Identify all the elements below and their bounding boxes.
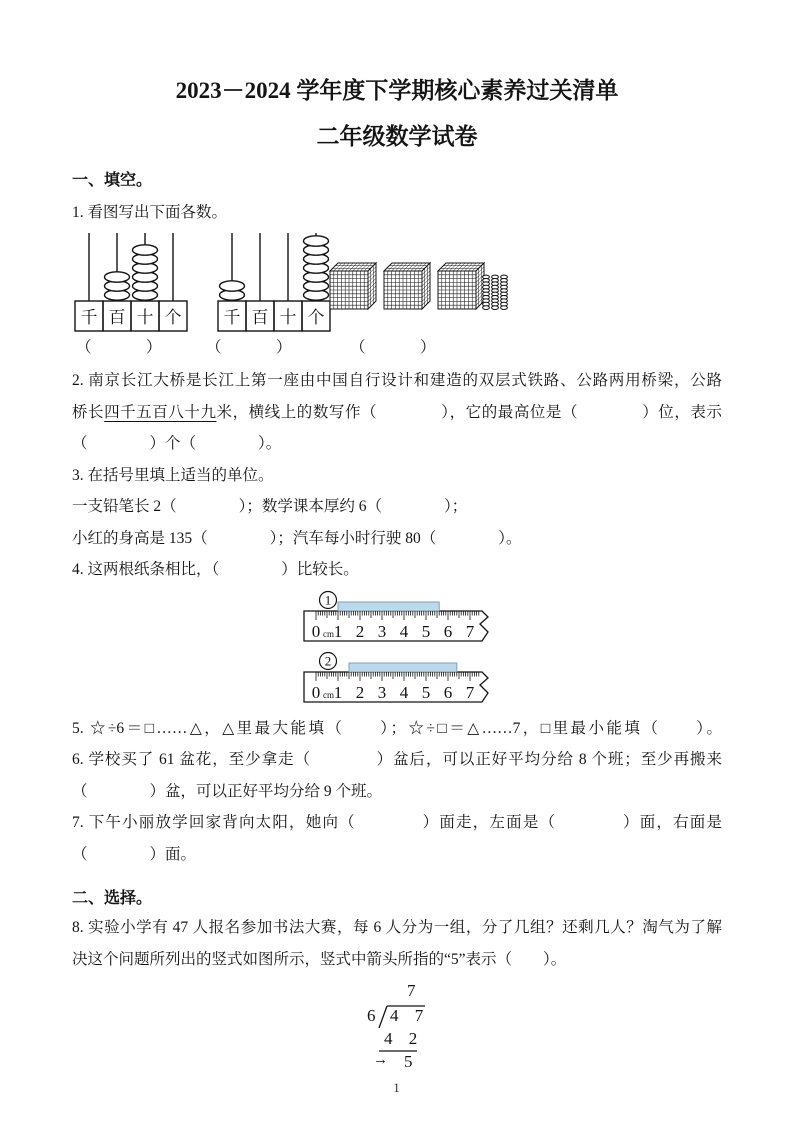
division-subtracted: 4 2 — [384, 1029, 424, 1048]
abacus-figure-2 — [215, 229, 333, 333]
question-8-line1: 8. 实验小学有 47 人报名参加书法大赛，每 6 人分为一组，分了几组？还剩几人？淘气为了解 — [72, 919, 722, 936]
ruler-figure-2 — [302, 650, 498, 704]
division-arrow-icon: → — [373, 1052, 388, 1068]
base-ten-blocks-figure — [328, 251, 514, 331]
question-6-line1: 6. 学校买了 61 盆花，至少拿走（ ）盆后，可以正好平均分给 8 个班；至少再搬来 — [72, 751, 722, 768]
abacus-figure-1 — [72, 229, 190, 333]
division-remainder: 5 — [404, 1052, 413, 1071]
question-3-line2: 小红的身高是 135（ ）；汽车每小时行驶 80（ ）。 — [72, 529, 522, 547]
svg-text:2: 2 — [355, 621, 365, 641]
svg-text:4: 4 — [399, 621, 409, 641]
question-8-line2: 决这个问题所列出的竖式如图所示，竖式中箭头所指的“5”表示（ ）。 — [72, 950, 567, 968]
svg-text:2: 2 — [355, 682, 365, 702]
svg-text:5: 5 — [421, 682, 431, 702]
svg-text:百: 百 — [251, 308, 269, 327]
svg-text:3: 3 — [377, 682, 387, 702]
question-1-figures — [72, 229, 722, 335]
svg-text:1: 1 — [324, 592, 332, 607]
svg-text:7: 7 — [465, 621, 475, 641]
question-3-line1: 一支铅笔长 2（ ）；数学课本厚约 6（ ）； — [72, 498, 468, 515]
svg-text:2: 2 — [324, 653, 332, 668]
q2-underlined-number: 四千五百八十九 — [104, 403, 217, 421]
svg-text:4: 4 — [399, 682, 409, 702]
svg-text:cm: cm — [323, 628, 334, 639]
page-number: 1 — [393, 1080, 400, 1095]
q2-text: 桥长 — [72, 403, 105, 421]
svg-text:3: 3 — [377, 621, 387, 641]
question-2-line1: 2. 南京长江大桥是长江上第一座由中国自行设计和建造的双层式铁路、公路两用桥梁，公路 — [72, 372, 722, 389]
question-3-stem: 3. 在括号里填上适当的单位。 — [72, 466, 274, 484]
question-1-stem: 1. 看图写出下面各数。 — [72, 204, 228, 221]
division-divisor: 6 — [367, 1006, 376, 1025]
svg-text:个: 个 — [164, 308, 182, 327]
question-6-line2: （ ）盆，可以正好平均分给 9 个班。 — [72, 782, 383, 800]
division-quotient: 7 — [407, 981, 416, 1000]
answer-blank: （ ） — [206, 339, 294, 356]
question-4-ruler-figures — [302, 589, 722, 709]
q2-text: 米，横线上的数写作（ ），它的最高位是（ ）位，表示 — [216, 403, 722, 421]
svg-text:百: 百 — [108, 308, 126, 327]
question-1-answer-blanks — [72, 335, 722, 365]
svg-text:6: 6 — [443, 682, 453, 702]
page-title: 2023－2024 学年度下学期核心素养过关清单 — [175, 78, 619, 103]
division-dividend: 4 7 — [390, 1006, 430, 1025]
svg-text:7: 7 — [465, 682, 475, 702]
answer-blank: （ ） — [76, 339, 164, 356]
svg-text:十: 十 — [279, 308, 297, 327]
svg-text:个: 个 — [307, 308, 325, 327]
question-2-line3: （ ）个（ ）。 — [72, 435, 282, 452]
svg-text:十: 十 — [136, 308, 154, 327]
long-division-figure — [365, 981, 429, 1075]
svg-text:1: 1 — [333, 682, 343, 702]
question-2-line2 — [72, 397, 722, 429]
section-fill-heading: 一、填空。 — [72, 172, 153, 189]
answer-blank: （ ） — [350, 339, 438, 356]
question-7-line1: 7. 下午小丽放学回家背向太阳，她向（ ）面走，左面是（ ）面，右面是 — [72, 814, 722, 831]
svg-text:5: 5 — [421, 621, 431, 641]
svg-text:cm: cm — [323, 689, 334, 700]
svg-text:1: 1 — [333, 621, 343, 641]
svg-text:千: 千 — [223, 308, 241, 327]
svg-text:0: 0 — [311, 621, 321, 641]
svg-text:6: 6 — [443, 621, 453, 641]
ruler-figure-1 — [302, 589, 498, 643]
question-5-stem: 5. ☆÷6＝□……△，△里最大能填（ ）；☆÷□＝△……7，□里最小能填（ ）。 — [72, 719, 722, 737]
page-subtitle: 二年级数学试卷 — [316, 124, 478, 149]
svg-text:千: 千 — [80, 308, 98, 327]
question-4-stem: 4. 这两根纸条相比，（ ）比较长。 — [72, 561, 359, 578]
question-7-line2: （ ）面。 — [72, 845, 197, 863]
svg-text:0: 0 — [311, 682, 321, 702]
section-choice-heading: 二、选择。 — [72, 890, 153, 907]
